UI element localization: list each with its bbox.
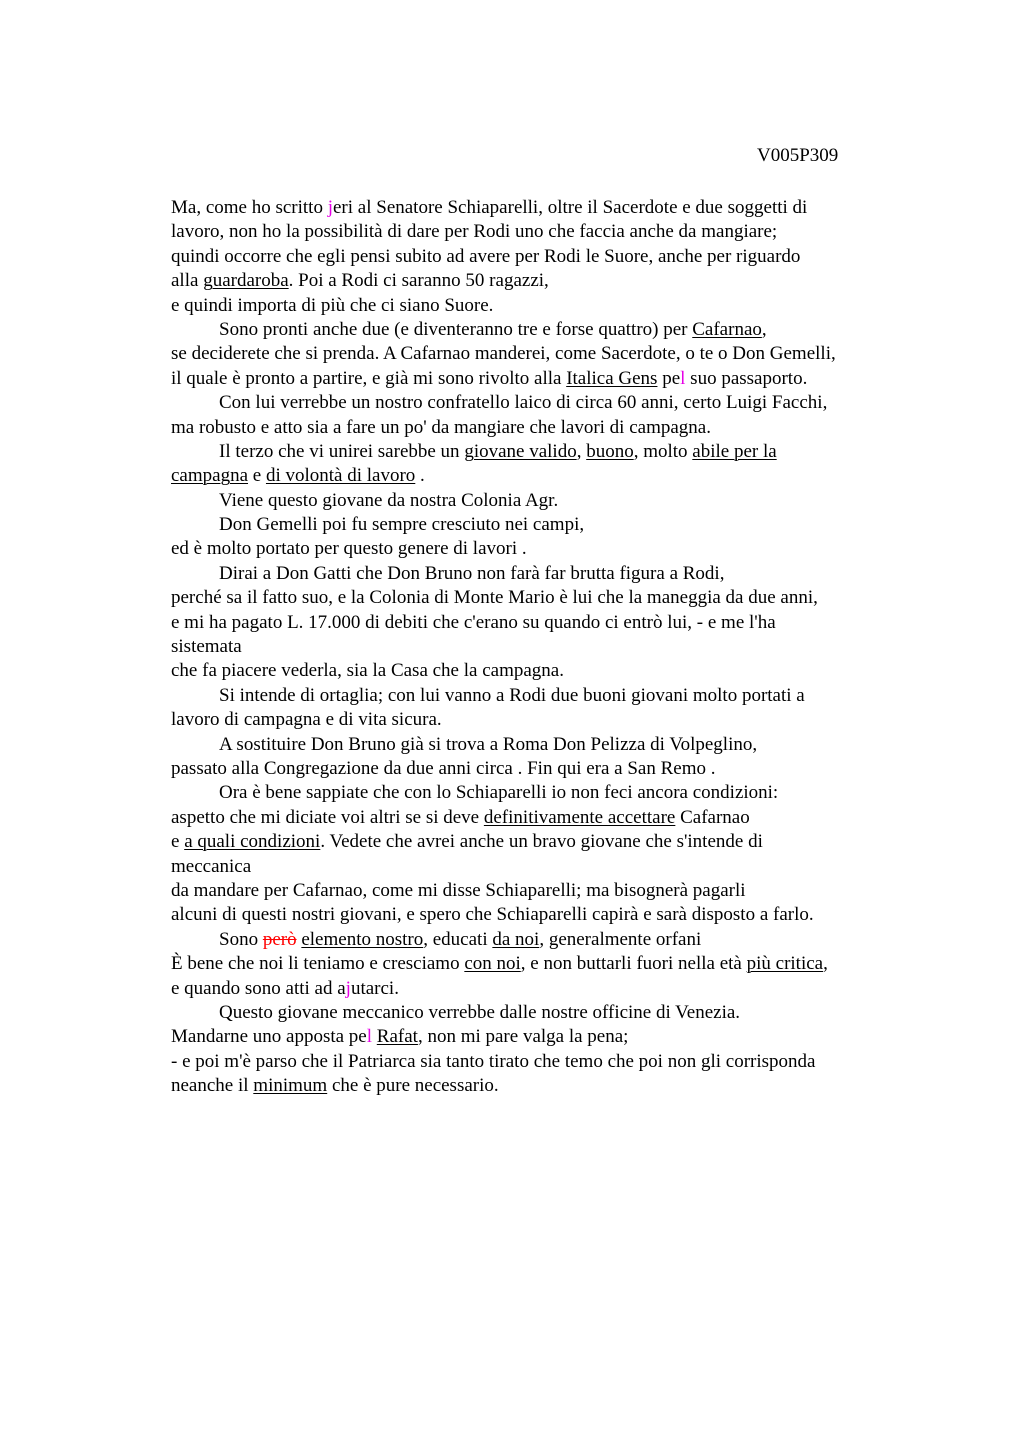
underlined-text: buono [586,440,634,462]
text-run: , educati [423,928,493,950]
text-line [171,489,911,513]
text-line [171,586,911,610]
text-run: quindi occorre che egli pensi subito ad avere per Rodi le Suore, anche per riguardo [171,245,801,267]
text-run: lavoro di campagna e di vita sicura. [171,709,442,731]
text-run: Cafarnao [675,806,750,828]
text-line [171,781,911,805]
text-run: , non mi pare valga la pena; [417,1026,629,1048]
text-run: pe [657,367,681,389]
text-run: suo passaporto. [685,367,808,389]
struck-text: però [262,928,297,950]
text-run: A sostituire Don Bruno già si trova a Roma Don Pelizza di Volpeglino, [219,733,758,755]
text-line [171,513,911,537]
text-run: alcuni di questi nostri giovani, e spero che Schiaparelli capirà e sarà disposto a farlo. [171,904,814,926]
text-run: perché sa il fatto suo, e la Colonia di Monte Mario è lui che la maneggia da due anni, [171,587,818,609]
text-run: Ma, come ho scritto [171,197,328,218]
text-line [171,220,911,244]
underlined-text: Italica Gens [566,367,658,389]
text-run: e [248,465,266,487]
text-line [171,391,911,415]
text-run: e quindi importa di più che ci siano Suore. [171,294,494,316]
text-line [171,269,911,293]
underlined-text: elemento nostro [301,928,424,950]
text-run: Don Gemelli poi fu sempre cresciuto nei campi, [219,514,585,536]
text-run: Il terzo che vi unirei sarebbe un [219,440,465,462]
text-line [171,1025,911,1049]
text-line [171,757,911,781]
underlined-text: di volontà di lavoro [265,465,416,487]
document-code: V005P309 [757,145,839,166]
text-line [171,659,911,683]
underlined-text: con noi [464,953,521,975]
text-run: utarci. [350,977,399,999]
text-run: eri al Senatore Schiaparelli, oltre il Sacerdote e due soggetti di [333,197,808,218]
underlined-text: abile per la [692,440,777,462]
text-run: Ora è bene sappiate che con lo Schiaparelli io non feci ancora condizioni: [219,782,779,804]
text-line [171,1074,911,1098]
underlined-text: minimum [253,1075,328,1097]
text-run: e mi ha pagato L. 17.000 di debiti che c'erano su quando ci entrò lui, - e me l'ha [171,611,776,633]
underlined-text: guardaroba [203,270,289,292]
letter-body [171,196,911,1098]
text-line [171,294,911,318]
underlined-text: Cafarnao [692,318,762,340]
text-run: neanche il [171,1075,254,1097]
underlined-text: definitivamente accettare [483,806,676,828]
text-run: e quando sono atti ad a [171,977,346,999]
underlined-text: Rafat [376,1026,418,1048]
text-run: Mandarne uno apposta pe [171,1026,367,1048]
text-run: lavoro, non ho la possibilità di dare per Rodi uno che faccia anche da mangiare; [171,221,778,243]
text-line [171,464,911,488]
text-run: che è pure necessario. [327,1075,499,1097]
text-run: . Vedete che avrei anche un bravo giovane che s'intende di [320,831,763,853]
text-line [171,562,911,586]
underlined-text: da noi [492,928,540,950]
text-line [171,342,911,366]
text-run: aspetto che mi diciate voi altri se si deve [171,806,484,828]
text-line [171,855,911,879]
text-run: , [761,318,767,340]
text-run: , e non buttarli fuori nella età [520,953,747,975]
underlined-text: campagna [171,465,249,487]
text-line [171,928,911,952]
text-run: - e poi m'è parso che il Patriarca sia tanto tirato che temo che poi non gli corrisponda [171,1050,816,1072]
text-line [171,830,911,854]
text-line [171,440,911,464]
text-line [171,708,911,732]
text-run: , [576,440,587,462]
text-run: Dirai a Don Gatti che Don Bruno non farà far brutta figura a Rodi, [219,562,725,584]
text-line [171,318,911,342]
text-run: Questo giovane meccanico verrebbe dalle nostre officine di Venezia. [219,1001,741,1023]
text-run: meccanica [171,855,252,877]
text-run: sistemata [171,636,242,658]
text-line [171,806,911,830]
text-line [171,245,911,269]
text-line [171,635,911,659]
text-run: il quale è pronto a partire, e già mi sono rivolto alla [171,367,567,389]
magenta-correction: l [366,1026,373,1048]
text-run: Viene questo giovane da nostra Colonia Agr. [219,489,559,511]
text-run: , [823,953,828,975]
text-line [171,684,911,708]
text-run: Sono pronti anche due (e diventeranno tre e forse quattro) per [219,318,693,340]
text-run: , molto [633,440,693,462]
text-run: da mandare per Cafarnao, come mi disse Schiaparelli; ma bisognerà pagarli [171,879,746,901]
text-run: e [171,831,185,853]
text-run: alla [171,270,204,292]
text-run: se deciderete che si prenda. A Cafarnao manderei, come Sacerdote, o te o Don Gemelli, [171,343,836,365]
text-line [171,903,911,927]
underlined-text: a quali condizioni [184,831,321,853]
text-line [171,367,911,391]
text-run: , generalmente orfani [539,928,702,950]
text-run: . Poi a Rodi ci saranno 50 ragazzi, [288,270,549,292]
text-line [171,879,911,903]
text-line [171,611,911,635]
text-line [171,1001,911,1025]
text-line [171,952,911,976]
magenta-correction: l [680,367,686,389]
underlined-text: giovane valido [464,440,577,462]
text-run: Si intende di ortaglia; con lui vanno a Rodi due buoni giovani molto portati a [219,684,805,706]
text-line [171,1050,911,1074]
underlined-text: più critica [746,953,824,975]
text-line [171,977,911,1001]
text-run: . [415,465,425,487]
text-run: Con lui verrebbe un nostro confratello laico di circa 60 anni, certo Luigi Facchi, [219,392,828,414]
text-run: ma robusto e atto sia a fare un po' da mangiare che lavori di campagna. [171,416,711,438]
text-line [171,537,911,561]
magenta-correction: j [327,197,333,218]
text-run: ed è molto portato per questo genere di lavori . [171,538,527,560]
text-run: che fa piacere vederla, sia la Casa che la campagna. [171,660,564,682]
text-run: Sono [219,928,263,950]
text-run: È bene che noi li teniamo e cresciamo [171,953,465,975]
text-line [171,416,911,440]
magenta-correction: j [345,977,351,999]
text-run: passato alla Congregazione da due anni circa . Fin qui era a San Remo . [171,757,716,779]
text-line [171,196,911,220]
text-line [171,733,911,757]
